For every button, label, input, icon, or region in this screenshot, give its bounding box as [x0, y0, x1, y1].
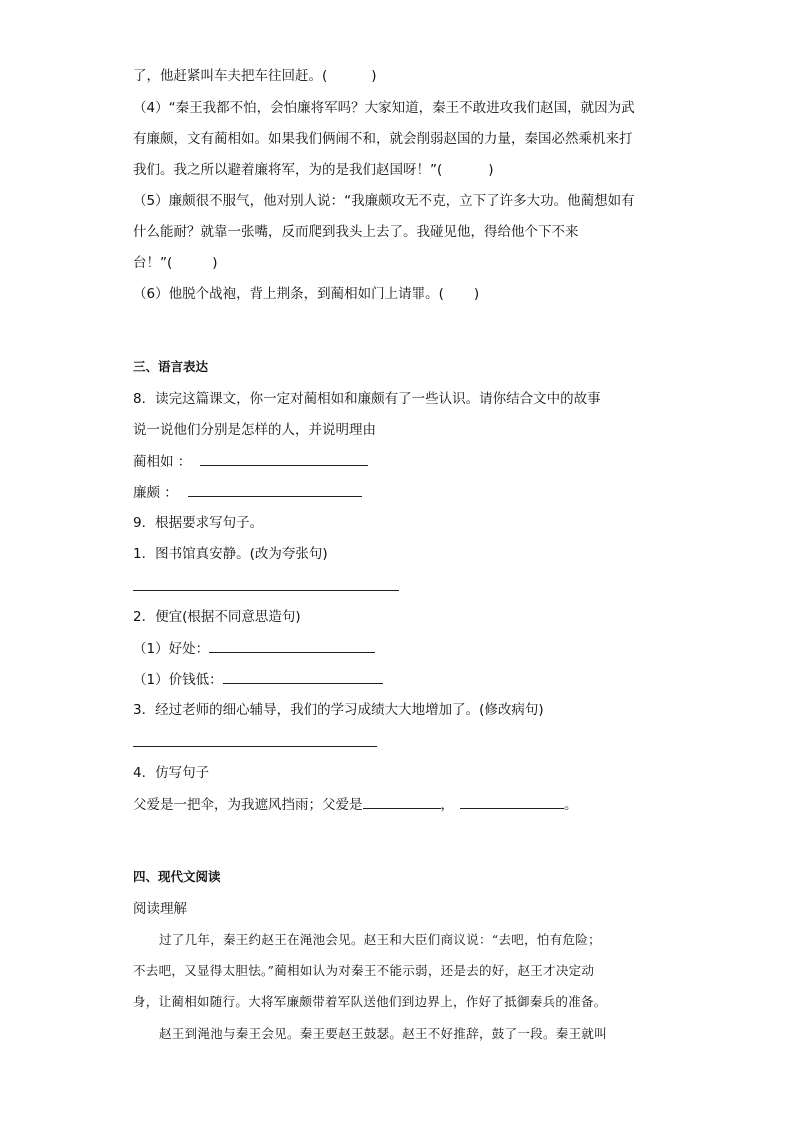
sentence-task-2-b-field[interactable]	[223, 669, 383, 684]
sentence-task-1-answer-row	[133, 576, 399, 597]
sentence-task-4-row	[133, 794, 578, 815]
question-7-item-4-line3	[133, 160, 494, 180]
lin-xiangru-answer-row	[133, 451, 368, 472]
sentence-task-3-answer-row	[133, 732, 377, 753]
passage-paragraph-2-line1: 赵王到渑池与秦王会见。秦王要赵王鼓瑟。赵王不好推辞，鼓了一段。秦王就叫	[159, 1026, 608, 1041]
text: ，	[440, 797, 454, 813]
sentence-task-3: 3．经过老师的细心辅导，我们的学习成绩大大地增加了。(修改病句)	[133, 702, 544, 718]
question-9: 9．根据要求写句子。	[133, 515, 264, 531]
label: （1）价钱低：	[133, 672, 223, 688]
lian-po-answer-field[interactable]	[188, 482, 362, 497]
sentence-task-2-b-row	[133, 669, 383, 690]
text: )	[371, 68, 377, 84]
section-3-heading: 三、语言表达	[133, 359, 209, 374]
sentence-task-3-answer-field[interactable]	[133, 732, 377, 747]
sentence-task-2: 2．便宜(根据不同意思造句)	[133, 609, 301, 625]
text: 台！”(	[133, 255, 173, 271]
text: 父爱是一把伞，为我遮风挡雨；父爱是	[133, 797, 363, 813]
question-7-item-5-line2: 什么能耐？就靠一张嘴，反而爬到我头上去了。我碰见他，得给他个下不来	[133, 224, 579, 240]
reading-subheading: 阅读理解	[133, 901, 187, 917]
sentence-task-1-answer-field[interactable]	[133, 576, 399, 591]
text: 。	[564, 797, 578, 813]
text: 了，他赶紧叫车夫把车往回赶。(	[133, 68, 328, 84]
passage-paragraph-1-line2: 不去吧，又显得太胆怯。”蔺相如认为对秦王不能示弱，还是去的好，赵王才决定动	[133, 963, 595, 978]
text: （6）他脱个战袍，背上荆条，到蔺相如门上请罪。(	[133, 286, 444, 302]
section-4-heading: 四、现代文阅读	[133, 869, 221, 884]
passage-paragraph-1-line3: 身，让蔺相如随行。大将军廉颇带着军队送他们到边界上，作好了抵御秦兵的准备。	[133, 994, 607, 1009]
question-7-item-4-line1: （4）“秦王我都不怕，会怕廉将军吗？大家知道，秦王不敢进攻我们赵国，就因为武	[133, 100, 635, 116]
label: （1）好处：	[133, 641, 210, 657]
question-7-item-6	[133, 284, 479, 304]
label: 廉颇 ：	[133, 485, 178, 501]
text: )	[488, 162, 494, 178]
sentence-task-4: 4．仿写句子	[133, 765, 210, 781]
sentence-task-4-field-1[interactable]	[363, 794, 441, 809]
sentence-task-2-a-row	[133, 638, 375, 659]
question-7-item-5-line3	[133, 253, 218, 273]
sentence-task-2-a-field[interactable]	[209, 638, 375, 653]
lian-po-answer-row	[133, 482, 362, 503]
text: )	[473, 286, 480, 302]
question-8-line1: 8．读完这篇课文，你一定对蔺相如和廉颇有了一些认识。请你结合文中的故事	[133, 391, 601, 407]
passage-paragraph-1-line1: 过了几年，秦王约赵王在渑池会见。赵王和大臣们商议说：“去吧，怕有危险；	[159, 932, 601, 947]
text: 我们。我之所以避着廉将军，为的是我们赵国呀！”(	[133, 162, 443, 178]
question-7-item-3-end	[133, 66, 377, 86]
sentence-task-4-field-2[interactable]	[460, 794, 564, 809]
question-7-item-5-line1: （5）廉颇很不服气，他对别人说：“我廉颇攻无不克，立下了许多大功。他蔺想如有	[133, 193, 635, 209]
text: )	[212, 255, 218, 271]
question-7-item-4-line2: 有廉颇，文有蔺相如。如果我们俩闹不和，就会削弱赵国的力量，秦国必然乘机来打	[133, 131, 633, 147]
question-8-line2: 说一说他们分别是怎样的人，并说明理由	[133, 422, 376, 438]
label: 蔺相如 ：	[133, 454, 192, 470]
sentence-task-1: 1．图书馆真安静。(改为夸张句)	[133, 546, 328, 562]
lin-xiangru-answer-field[interactable]	[200, 451, 368, 466]
